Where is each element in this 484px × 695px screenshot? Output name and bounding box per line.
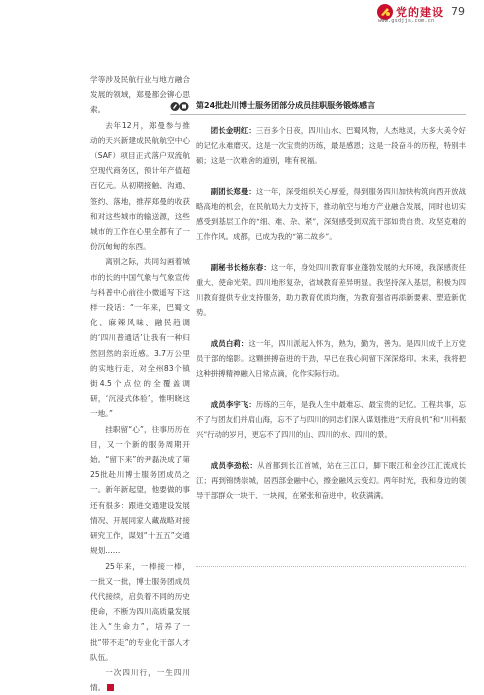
page-number: 79 (451, 5, 465, 18)
testimonial-entry (196, 184, 466, 244)
testimonial-text: 从首都到长江首城，站在三江口，脚下眠江和金沙江汇流成长江；再到锦绣崇城，居西部金融中心，擦金融风云变幻。两年时光，我和身边的领导干部群众一块干、一块闯，在紧张和奋进中，收获满满。 (196, 461, 466, 500)
section-title-bar (170, 100, 466, 115)
left-paragraph: 挂职留“心”，往事历历在目，又一个新的服务周期开始。“留下来”的尹磊决成了第25批赴川博士服务团成员之一。新年新起望，他要做的事还有很多：跟进交通建设发展情况、开展同家人藏战略对接研究工作，谋划“十五五”交通规划…… (90, 424, 190, 556)
testimonial-text: 这一年，四川派起入怀为，熟为，勤为，善为。是四川成千上万党员干部的缩影。这颗拼搏奋进的干劲，早已在我心间留下深深烙印。未来，我将把这种拼搏精神融入日常点滴，化作实际行动。 (196, 339, 466, 378)
bottom-divider (196, 566, 466, 567)
testimonial-entry (196, 260, 466, 320)
section-title: 第24批赴川博士服务团部分成员挂职服务锻炼感言 (196, 101, 376, 110)
pen-badge-icon (170, 101, 192, 112)
testimonial-name: 成员李劲松： (210, 461, 258, 470)
testimonial-entry (196, 123, 466, 168)
page-header (0, 0, 484, 34)
testimonial-text: 三百多个日夜，四川山水、巴蜀风物，人杰地灵，大多大美令好的记忆永难磨灭。这是一次宝贵的历练，最是感恩；这是一段奋斗的历程，特别丰硕；这是一次难舍的道别，唯有祝福。 (196, 126, 466, 165)
testimonial-name: 成员李宇飞： (210, 400, 256, 409)
testimonial-name: 团长金明红： (210, 126, 256, 135)
magazine-logo (376, 2, 446, 26)
left-paragraph: 学等涉及民航行业与地方融合发展的领域，郑曼都会铆心思索。 (90, 75, 190, 115)
logo-title: 党的建设 (396, 6, 444, 19)
left-paragraph: 离别之际，共同勾画着城市的长的中国气象与气象宣传与科普中心前往小微遥写下这样一段话：“一年来，巴蜀文化、麻辣风味、融民趋调的‘四川普通话’让我有一种归然回然的亲近感。3.7万公里的实地行走、对全州83个镇街4.5个点位的全覆盖调研，‘沉浸式体验’，惟明晓这一地。” (90, 257, 190, 419)
testimonial-entry (196, 336, 466, 381)
testimonial-text: 历练的三年，是我人生中最难忘、最宝贵的记忆。工程共事，忘不了与团友们并肩山海，忘不了与四川的同志们深入谋划推进“天府良机”和“川科振兴”行动的岁月，更忘不了四川的山、四川的水、四川的景。 (196, 400, 467, 439)
left-paragraph: 25年来，一棒接一棒，一批又一批，博士服务团成员代代接续，启负着不同的历史使命，不断为四川高质量发展注入“生命力”，培养了一批“带不走”的专业化干部人才队伍。 (90, 561, 190, 662)
testimonial-name: 副团长郑曼： (210, 187, 256, 196)
testimonial-text: 这一年，身处四川教育事业蓬勃发展的大环境，我深感责任重大、使命光荣。四川地形复杂，省域教育差异明显。我坚持深入基层，积极为四川教育提供专业支持服务，助力教育优质均衡，为教育强省再添新要素、塑造新优势。 (196, 263, 466, 317)
testimonial-name: 成员白莉： (210, 339, 249, 348)
left-paragraph-text: 一次四川行，一生四川情。 (90, 667, 190, 693)
testimonial-text: 这一年，深受组织关心厚爱，得到服务四川加快构筑向西开放战略高地的机会，在民航局大力支持下，推动航空与地方产业融合发展，同时也切实感受到基层工作的“细、难、杂、紧”，深刻感受到双流干部如贵自贵、攻坚克难的工作作风。成都，已成为我的“第二故乡”。 (196, 187, 466, 241)
testimonial-name: 副秘书长杨东春： (210, 263, 271, 272)
testimonial-entry (196, 397, 466, 442)
testimonial-entry (196, 458, 466, 503)
left-article-column (90, 72, 190, 695)
testimonial-list (196, 123, 466, 519)
left-paragraph-last (90, 665, 190, 695)
end-square-icon (107, 684, 114, 691)
left-paragraph: 去年12月，郑曼参与推动的天兴新建成民航航空中心（SAF）项目正式落户双流航空现代商务区，预计年产值超百亿元。从初期接触、沟通、签约、落地，推荐郑曼的收获和对这些城市的输送源，这些城市的工作在心里全都有了一份沉甸甸的东西。 (90, 120, 190, 252)
logo-url: www.gsdjjs.com.cn (378, 18, 435, 24)
